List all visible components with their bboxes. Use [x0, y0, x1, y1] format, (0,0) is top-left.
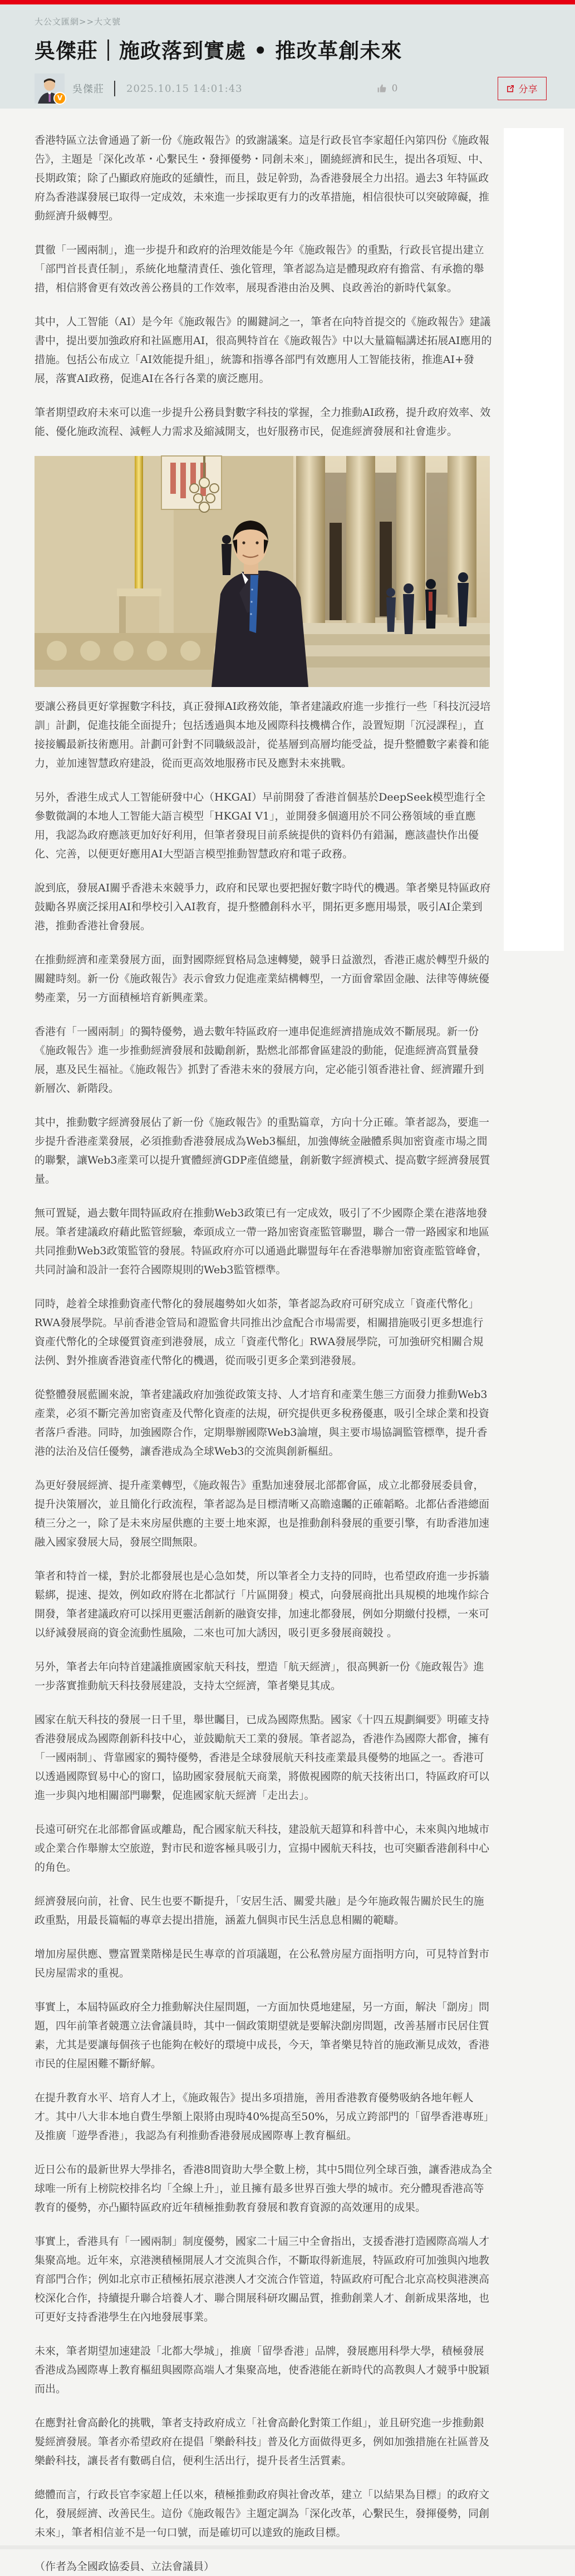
paragraph-group-bottom	[35, 697, 493, 2576]
paragraph-group-top	[35, 131, 493, 441]
publish-timestamp: 2025.10.15 14:01:43	[126, 82, 243, 95]
like-button[interactable]	[376, 83, 398, 94]
share-label: 分享	[518, 84, 538, 95]
verified-badge: V	[53, 92, 66, 105]
article-paragraph: 從整體發展藍圖來說，筆者建議政府加強從政策支持、人才培育和產業生態三方面發力推動Web3產業，必須不斷完善加密資產及代幣化資產的法規，研究提供更多稅務優惠，吸引全球企業和投資者落戶香港。同時，加強國際合作，定期舉辦國際Web3論壇，與主要市場協調監管標準，提升香港的法治及信任優勢，讓香港成為全球Web3的交流與創新樞紐。	[35, 1388, 490, 1458]
article-photo	[35, 456, 490, 687]
article-paragraph: 另外，香港生成式人工智能研發中心（HKGAI）早前開發了香港首個基於DeepSeek模型進行全參數微調的本地人工智能大語言模型「HKGAI V1」，並開發多個適用於不同公務領域的垂直應用，我認為政府應該更加好好利用，但筆者發現目前系統提供的資料仍有錯漏，應該盡快作出優化、完善，以便更好應用AI大型語言模型推動智慧政府和電子政務。	[35, 791, 486, 860]
article-body	[0, 109, 493, 2576]
meta-divider	[114, 81, 115, 96]
article-paragraph: 另外，筆者去年向特首建議推廣國家航天科技，塑造「航天經濟」，很高興新一份《施政報告》進一步落實推動航天科技發展建設，支持太空經濟，筆者樂見其成。	[35, 1661, 484, 1692]
breadcrumb-separator: >>	[79, 17, 95, 27]
page-title: 吳傑莊｜施政落到實處 • 推改革創未來	[35, 38, 402, 63]
top-red-bar	[0, 0, 575, 4]
article-paragraph: 增加房屋供應、豐富置業階梯是民生專章的首項議題，在公私營房屋方面指明方向，可見特首對市民房屋需求的重視。	[35, 1948, 490, 1979]
author-name[interactable]: 吳傑莊	[72, 84, 104, 95]
article-paragraph: 國家在航天科技的發展一日千里，舉世矚目，已成為國際焦點。國家《十四五規劃綱要》明確支持香港發展成為國際創新科技中心，並鼓勵航天工業的發展。筆者認為，香港作為國際大都會，擁有「一國兩制」、背靠國家的獨特優勢，香港是全球發展航天科技產業最具優勢的地區之一。香港可以透過國際貿易中心的窗口，協助國家發展航天商業，將傲視國際的航天技術出口，特區政府可以進一步與內地相關部門聯繫，促進國家航天經濟「走出去」。	[35, 1714, 490, 1802]
article-paragraph: 貫徹「一國兩制」，進一步提升和政府的治理效能是今年《施政報告》的重點，行政長官提出建立「部門首長責任制」，系統化地釐清責任、強化管理，筆者認為這是體現政府有擔當、有承擔的舉措，相信將會更有效改善公務員的工作效率，展現香港由治及興、良政善治的新時代氣象。	[35, 244, 484, 294]
article-paragraph: 為更好發展經濟、提升產業轉型，《施政報告》重點加速發展北部都會區，成立北都發展委員會，提升決策層次，並且簡化行政流程，筆者認為是目標清晰又高瞻遠矚的正確韜略。北都佔香港總面積三分之一，除了是未來房屋供應的主要土地來源，也是推動創科發展的重要引擎，有助香港加速融入國家發展大局，發展空間無限。	[35, 1479, 490, 1548]
article-paragraph: 在應對社會高齡化的挑戰，筆者支持政府成立「社會高齡化對策工作組」，並且研究進一步推動銀髮經濟發展。筆者亦希望政府在提倡「樂齡科技」普及化方面做得更多，例如加強措施在社區普及樂齡科技，讓長者有數碼自信，便利生活出行，提升長者生活質素。	[35, 2417, 490, 2467]
article-paragraph: 要讓公務員更好掌握數字科技，真正發揮AI政務效能，筆者建議政府進一步推行一些「科技沉浸培訓」計劃，促進技能全面提升；包括透過與本地及國際科技機構合作，設置短期「沉浸課程」，直接接觸最新技術應用。計劃可針對不同職級設計，從基層到高層均能受益，提升整體數字素養和能力，並加速智慧政府建設，從而更高效地服務市民及應對未來挑戰。	[35, 700, 491, 769]
article-paragraph: 筆者期望政府未來可以進一步提升公務員對數字科技的掌握，全力推動AI政務，提升政府效率、效能、優化施政流程、減輕人力需求及縮減開支，也好服務市民，促進經濟發展和社會進步。	[35, 406, 491, 438]
footer-strip	[0, 2545, 575, 2549]
share-icon	[506, 84, 515, 93]
article-paragraph: 在提升教育水平、培育人才上，《施政報告》提出多項措施，善用香港教育優勢吸納各地年輕人才。其中八大非本地自費生學額上限將由現時40%提高至50%，另成立跨部門的「留學香港專班」及推廣「遊學香港」，我認為有利推動香港發展成國際專上教育樞紐。	[35, 2092, 489, 2142]
article-paragraph: 在推動經濟和產業發展方面，面對國際經貿格局急速轉變，競爭日益激烈，香港正處於轉型升級的關鍵時刻。新一份《施政報告》表示會致力促進產業結構轉型，一方面會鞏固金融、法律等傳統優勢產業，另一方面積極培育新興產業。	[35, 954, 490, 1004]
article-paragraph: 其中，推動數字經濟發展佔了新一份《施政報告》的重點篇章，方向十分正確。筆者認為，要進一步提升香港產業發展，必須推動香港發展成為Web3樞紐，加強傳統金融體系與加密資產市場之間的聯繫，讓Web3產業可以提升實體經濟GDP產值總量，創新數字經濟模式、提高數字經濟發展質量。	[35, 1116, 490, 1185]
article-paragraph: 經濟發展向前，社會、民生也要不斷提升，「安居生活、關愛共融」是今年施政報告關於民生的施政重點，用最長篇幅的專章去提出措施，涵蓋九個與市民生活息息相關的範疇。	[35, 1895, 484, 1926]
article-meta-row	[35, 73, 575, 104]
like-count: 0	[391, 83, 398, 94]
article-paragraph: 說到底，發展AI關乎香港未來競爭力，政府和民眾也要把握好數字時代的機遇。筆者樂見特區政府鼓勵各界廣泛採用AI和學校引入AI教育，提升整體創科水平，開拓更多應用場景，吸引AI企業到港，推動香港社會發展。	[35, 882, 491, 932]
article-paragraph: 無可置疑，過去數年間特區政府在推動Web3政策已有一定成效，吸引了不少國際企業在港落地發展。筆者建議政府藉此監管經驗，牽頭成立一帶一路加密資產監管聯盟，聯合一帶一路國家和地區共同推動Web3政策監管的發展。特區政府亦可以通過此聯盟每年在香港舉辦加密資產監管峰會，共同討論和設計一套符合國際規則的Web3監管標準。	[35, 1207, 490, 1276]
article-paragraph: 長遠可研究在北部都會區或離島，配合國家航天科技，建設航天超算和科普中心，未來與內地城市或企業合作舉辦太空旅遊，對市民和遊客極具吸引力，宣揚中國航天科技，也可突顯香港創科中心的角色。	[35, 1823, 490, 1873]
thumb-up-icon	[376, 83, 387, 94]
article-header	[0, 4, 575, 109]
article-paragraph: （作者為全國政協委員、立法會議員）	[35, 2560, 215, 2573]
article-paragraph: 香港特區立法會通過了新一份《施政報告》的致謝議案。這是行政長官李家超任內第四份《施政報告》，主題是「深化改革・心繫民生・發揮優勢・同創未來」，圍繞經濟和民生，提出各項短、中、長期政策；除了凸顯政府施政的延續性，而且，鼓足幹勁，為香港發展全力出招。過去3 年特區政府為香港謀發展已取得一定成效，未來進一步採取更有力的改革措施，相信很快可以突破障礙，推動經濟升級轉型。	[35, 134, 490, 222]
breadcrumb-section-link[interactable]: 大文號	[94, 17, 121, 27]
breadcrumb-site-link[interactable]: 大公文匯網	[35, 17, 80, 27]
article-paragraph: 事實上，本屆特區政府全力推動解決住屋問題，一方面加快覓地建屋，另一方面，解決「劏房」問題，四年前筆者競選立法會議員時，其中一個政策期望就是要解決劏房問題，改善基層市民居住質素，尤其是要讓每個孩子也能夠在較好的環境中成長，今天，筆者樂見特首的施政漸見成效，香港市民的住屋困難不斷紓解。	[35, 2001, 490, 2070]
article-paragraph: 香港有「一國兩制」的獨特優勢，過去數年特區政府一連串促進經濟措施成效不斷展現。新一份《施政報告》進一步推動經濟發展和鼓勵創新，點燃北部都會區建設的動能，促進經濟高質量發展，惠及民生福祉。《施政報告》抓對了香港未來的發展方向，定必能引領香港社會、經濟躍升到新層次、新階段。	[35, 1026, 484, 1095]
article-paragraph: 總體而言，行政長官李家超上任以來，積極推動政府與社會改革，建立「以結果為目標」的政府文化，發展經濟、改善民生。這份《施政報告》主題定調為「深化改革，心繫民生，發揮優勢，同創未來」，筆者相信並不是一句口號，而是確切可以達致的施政目標。	[35, 2489, 490, 2539]
article-paragraph: 其中，人工智能（AI）是今年《施政報告》的關鍵詞之一，筆者在向特首提交的《施政報告》建議書中，提出要加強政府和社區應用AI，很高興特首在《施政報告》中以大量篇幅講述拓展AI應用的措施。包括公布成立「AI效能提升組」，統籌和指導各部門有效應用人工智能技術，推進AI+發展，落實AI政務，促進AI在各行各業的廣泛應用。	[35, 316, 492, 385]
article-paragraph: 近日公布的最新世界大學排名，香港8間資助大學全數上榜，其中5間位列全球百強，讓香港成為全球唯一所有上榜院校排名均「全線上升」，並且擁有最多世界百強大學的城市。充分體現香港高等教育的優勢，亦凸顯特區政府近年積極推動教育發展和教育資源的高效運用的成果。	[35, 2163, 493, 2214]
article-paragraph: 事實上，香港具有「一國兩制」制度優勢，國家二十屆三中全會指出，支援香港打造國際高端人才集聚高地。近年來，京港澳積極開展人才交流與合作，不斷取得新進展，特區政府可加強與內地教育部門合作；例如北京市正積極拓展京港澳人才交流合作管道，特區政府可配合北京高校與港澳高校深化合作，持續提升聯合培養人才、聯合開展科研攻關品質，推動創業人才、創新成果落地，也可更好支持香港學生在內地發展事業。	[35, 2235, 490, 2323]
author-avatar[interactable]	[35, 73, 65, 104]
article-paragraph: 未來，筆者期望加速建設「北都大學城」，推廣「留學香港」品牌，發展應用科學大學，積極發展香港成為國際專上教育樞紐與國際高端人才集聚高地，使香港能在新時代的高教與人才競爭中脫穎而出。	[35, 2345, 490, 2395]
article-paragraph: 同時，趁着全球推動資產代幣化的發展趨勢如火如荼，筆者認為政府可研究成立「資產代幣化」RWA發展學院。早前香港金管局和證監會共同推出沙盒配合市場需要，相關措施吸引更多想進行資產代幣化的全球優質資產到港發展，成立「資產代幣化」RWA發展學院，可加強研究相關合規法例、對外推廣香港資產代幣化的機遇，從而吸引更多企業到港發展。	[35, 1298, 484, 1367]
article-paragraph: 筆者和特首一樣，對於北都發展也是心急如焚，所以筆者全力支持的同時，也希望政府進一步拆牆鬆綁，提速、提效，例如政府將在北都試行「片區開發」模式，向發展商批出具規模的地塊作綜合開發，筆者建議政府可以採用更靈活創新的融資安排，加速北都發展，例如分期繳付投標，一來可以紓減發展商的資金流動性風險，二來也可加大誘因，吸引更多發展商競投 。	[35, 1570, 490, 1639]
breadcrumb	[35, 4, 575, 27]
share-button[interactable]	[498, 77, 547, 100]
ad-placeholder	[504, 128, 564, 951]
